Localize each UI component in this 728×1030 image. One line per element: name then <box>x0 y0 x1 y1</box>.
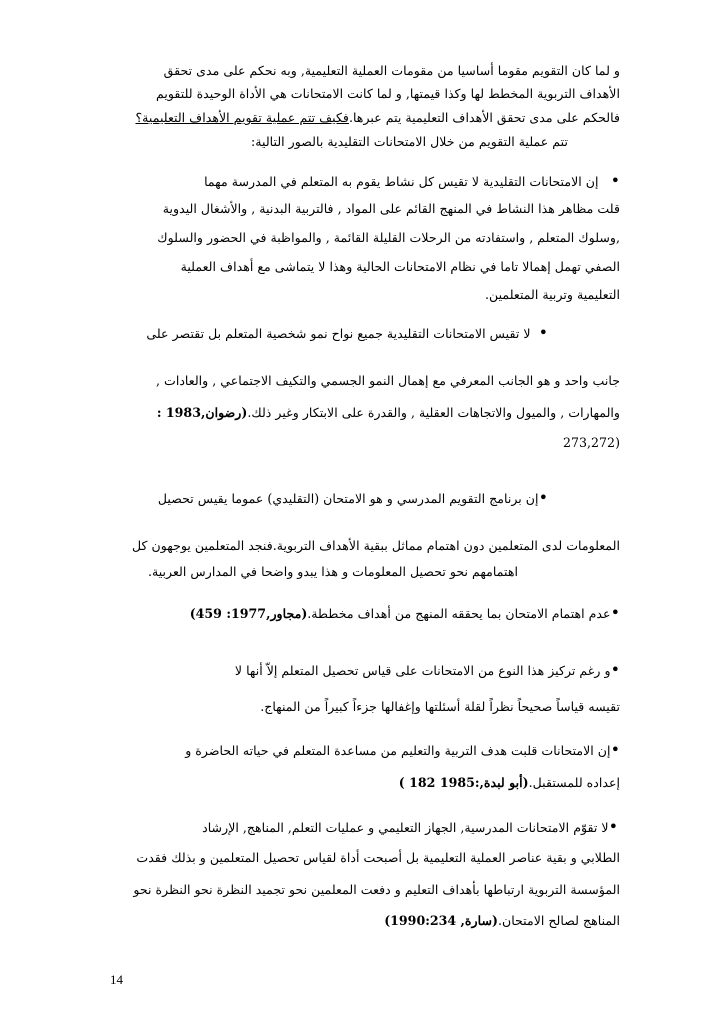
citation: (رضوان,1983 : <box>156 405 248 420</box>
citation: (مجاور,1977: 459) <box>189 606 308 621</box>
p3-line-1 <box>158 488 548 508</box>
p5-line-2: تقيسه قياساً صحيحاً نظراً لقلة أسئلتها وإغفالها جزءاً كبيراً من المنهاج. <box>260 699 620 714</box>
bullet-icon: • <box>608 817 618 836</box>
bullet-icon: • <box>610 171 620 190</box>
p3-line-3: اهتمامهم نحو تحصيل المعلومات و هذا يبدو واضحا في المدارس العربية. <box>147 564 518 579</box>
bullet-icon: • <box>610 740 620 759</box>
intro-line-2: الأهداف التربوية المخطط لها وكذا قيمتها, و لما كانت الامتحانات هي الأداة الوحيدة للتقويم <box>156 86 620 101</box>
p1-line-1-text: إن الامتحانات التقليدية لا تقيس كل نشاط يقوم به المتعلم في المدرسة مهما <box>204 174 599 189</box>
intro-line-3-text: فالحكم على مدى تحقق الأهداف التعليمية يتم عبرها. <box>348 110 620 125</box>
p2-line-3 <box>157 403 620 423</box>
p6-line-2-text: إعداده للمستقبل. <box>528 775 620 790</box>
p7-line-4 <box>384 911 620 931</box>
p7-line-1 <box>202 817 618 837</box>
p2-line-1-text: لا تقيس الامتحانات التقليدية جميع نواح نمو شخصية المتعلم بل تقتصر على <box>146 326 531 341</box>
p1-line-5: التعليمية وتربية المتعلمين. <box>485 287 620 302</box>
p1-line-4: الصفي تهمل إهمالا تاما في نظام الامتحانات الحالية وهذا لا يتماشى مع أهداف العملية <box>180 259 620 274</box>
p7-line-1-text: لا تقوّم الامتحانات المدرسية, الجهاز التعليمي و عمليات التعلم, المناهج, الإرشاد <box>202 820 609 835</box>
p1-line-2: قلت مظاهر هذا النشاط في المنهج القائم على المواد , فالتربية البدنية , والأشغال اليدوية <box>162 201 620 216</box>
bullet-icon: • <box>610 603 620 622</box>
p7-line-3: المؤسسة التربوية ارتباطها بأهداف التعليم و دفعت المعلمين نحو تجميد النظرة نحو النظرة نحو <box>133 882 620 897</box>
p2-line-3-text: والمهارات , والميول والاتجاهات العقلية , والقدرة على الابتكار وغير ذلك. <box>247 405 620 420</box>
p3-line-1-text: إن برنامج التقويم المدرسي و هو الامتحان (التقليدي) عموما يقيس تحصيل <box>157 491 539 506</box>
citation-continued: (273,272 <box>562 435 620 450</box>
p6-line-2 <box>399 773 620 793</box>
p1-line-1 <box>204 171 620 191</box>
p1-line-3: ,وسلوك المتعلم , واستفادته من الرحلات القليلة القائمة , والمواظبة في الحضور والسلوك <box>157 230 620 245</box>
p5-line-1 <box>235 660 620 680</box>
citation: (أبو لبدة,:1985 182 ) <box>398 775 529 790</box>
bullet-icon: • <box>610 660 620 679</box>
citation: (سارة, 1990:234) <box>384 913 498 928</box>
intro-line-3 <box>135 108 620 128</box>
bullet-icon: • <box>538 488 548 507</box>
intro-line-1: و لما كان التقويم مقوما أساسيا من مقومات العملية التعليمية, وبه نحكم على مدى تحقق <box>163 63 620 78</box>
bullet-icon: • <box>538 323 548 342</box>
p7-line-4-text: المناهج لصالح الامتحان. <box>497 913 620 928</box>
p6-line-1 <box>185 740 620 760</box>
p4-line-1-text: عدم اهتمام الامتحان بما يحققه المنهج من أهداف مخططة. <box>307 606 611 621</box>
p7-line-2: الطلابي و بقية عناصر العملية التعليمية بل أصبحت أداة لقياس تحصيل المتعلمين و بذلك فقدت <box>136 850 620 865</box>
p5-line-1-text: و رغم تركيز هذا النوع من الامتحانات على قياس تحصيل المتعلم إلاّ أنها لا <box>234 663 611 678</box>
p2-line-1 <box>146 323 548 343</box>
p6-line-1-text: إن الامتحانات قلبت هدف التربية والتعليم من مساعدة المتعلم في حياته الحاضرة و <box>185 743 611 758</box>
p4-line-1 <box>190 603 620 623</box>
p2-line-2: جانب واحد و هو الجانب المعرفي مع إهمال النمو الجسمي والتكيف الاجتماعي , والعادات , <box>155 373 620 388</box>
page-number: 14 <box>110 972 123 987</box>
intro-line-4: تتم عملية التقويم من خلال الامتحانات التقليدية بالصور التالية: <box>251 134 568 149</box>
p3-line-2: المعلومات لدى المتعلمين دون اهتمام مماثل ببقية الأهداف التربوية.فنجد المتعلمين يوجهون كل <box>131 538 620 553</box>
intro-question: فكيف تتم عملية تقويم الأهداف التعليمية؟ <box>135 110 349 125</box>
